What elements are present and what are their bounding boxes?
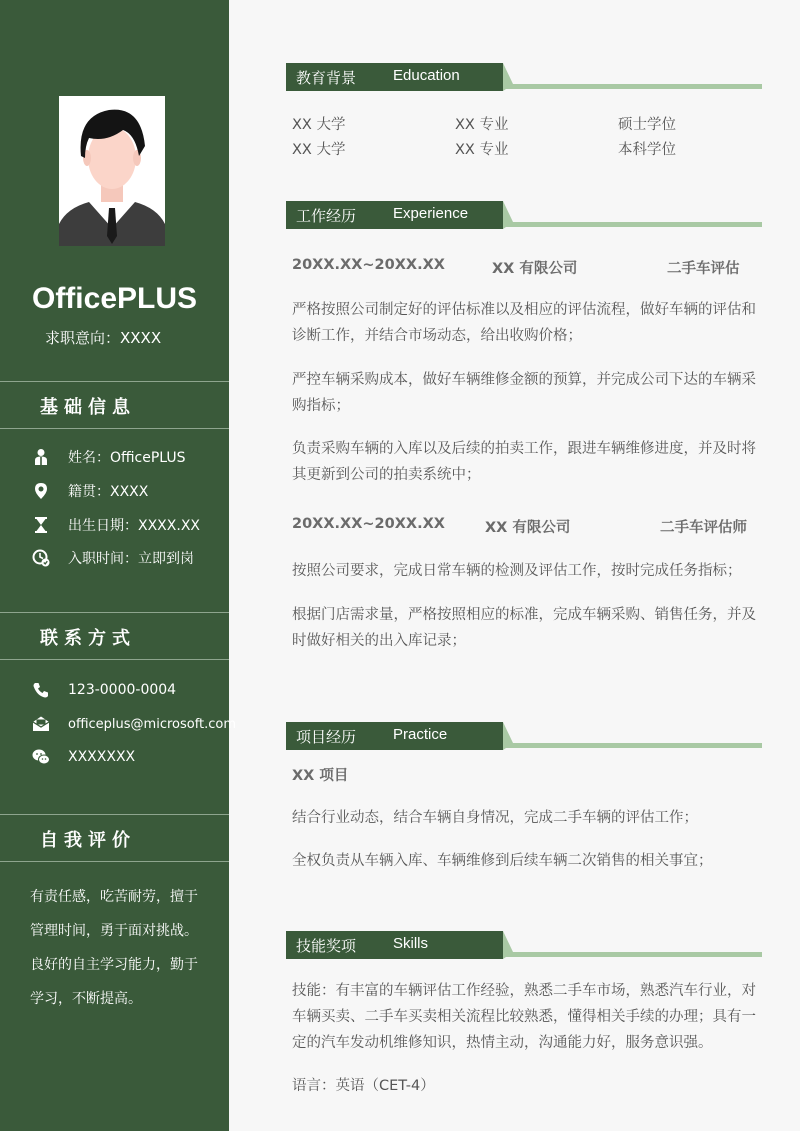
job2-company: XX 有限公司 [485,520,571,536]
contact-phone-text: 123-0000-0004 [68,682,177,698]
self-eval-header [0,814,229,862]
skills-title-en: Skills [393,935,429,952]
clock-icon [30,547,52,569]
profile-photo [59,96,165,246]
job2-point-2: 根据门店需求量，严格按照相应的标准，完成车辆采购、销售任务，并及时做好相关的出入库记录； [292,607,756,649]
edu-school-2: XX 大学 [292,142,346,158]
experience-header [286,201,762,231]
education-title-en: Education [393,67,460,84]
job1-role: 二手车评估 [667,261,740,277]
education-title: 教育背景 [296,69,357,87]
basic-info-title: 基础信息 [40,397,136,418]
skills-header [286,931,762,961]
mail-icon [30,713,52,735]
location-pin-icon [30,480,52,502]
contact-row-email [30,712,236,736]
project-name: XX 项目 [292,768,349,784]
hourglass-icon [30,514,52,536]
practice-title: 项目经历 [296,728,357,746]
info-birth-text: 出生日期：XXXX.XX [68,518,200,534]
self-eval-text: 有责任感，吃苦耐劳，擅于管理时间，勇于面对挑战。良好的自主学习能力，勤于学习，不断提高。 [30,889,198,1007]
self-eval-title: 自我评价 [40,830,136,851]
practice-point-1: 结合行业动态，结合车辆自身情况，完成二手车辆的评估工作； [292,810,698,826]
skills-text: 技能：有丰富的车辆评估工作经验，熟悉二手车市场，熟悉汽车行业，对车辆买卖、二手车买卖相关流程比较熟悉，懂得相关手续的办理；具有一定的汽车发动机维修知识，热情主动，沟通能力好，服务意识强。 [292,983,756,1051]
contact-title: 联系方式 [40,628,136,649]
edu-major-1: XX 专业 [455,117,509,133]
practice-title-en: Practice [393,726,448,743]
phone-icon [30,679,52,701]
practice-point-2: 全权负责从车辆入库、车辆维修到后续车辆二次销售的相关事宜； [292,853,713,869]
edu-degree-1: 硕士学位 [618,117,676,133]
job2-role: 二手车评估师 [660,520,747,536]
wechat-icon [30,746,52,768]
skills-title: 技能奖项 [296,937,357,955]
contact-email-text: officeplus@microsoft.com [68,716,237,732]
contact-row-phone [30,678,176,702]
job1-point-1: 严格按照公司制定好的评估标准以及相应的评估流程，做好车辆的评估和诊断工作，并结合市场动态，给出收购价格； [292,302,756,344]
edu-degree-2: 本科学位 [618,142,676,158]
sidebar [0,0,237,1131]
job-intent: 求职意向：XXXX [45,329,162,347]
contact-row-wechat [30,745,135,769]
edu-school-1: XX 大学 [292,117,346,133]
project-name-clip [292,766,492,784]
job2-period: 20XX.XX~20XX.XX [292,516,445,532]
job2-point-1: 按照公司要求，完成日常车辆的检测及评估工作，按时完成任务指标； [292,563,742,579]
edu-major-2: XX 专业 [455,142,509,158]
language-text: 语言：英语（CET-4） [292,1078,435,1094]
info-row-start [30,546,194,570]
info-row-birth [30,513,200,537]
contact-header [0,612,229,660]
contact-wechat-text: XXXXXXX [68,749,136,765]
job1-company: XX 有限公司 [492,261,578,277]
job1-point-3: 负责采购车辆的入库以及后续的拍卖工作，跟进车辆维修进度，并及时将其更新到公司的拍卖系统中； [292,441,756,483]
experience-title: 工作经历 [296,207,357,225]
info-row-hometown [30,479,148,503]
education-header [286,63,762,93]
job1-period: 20XX.XX~20XX.XX [292,257,445,273]
practice-header [286,722,762,752]
experience-title-en: Experience [393,205,469,222]
person-icon [30,446,52,468]
info-name-text: 姓名：OfficePLUS [68,450,186,466]
candidate-name: OfficePLUS [31,282,198,315]
job1-point-2: 严控车辆采购成本，做好车辆维修金额的预算，并完成公司下达的车辆采购指标； [292,372,756,414]
info-hometown-text: 籍贯：XXXX [68,484,149,500]
info-row-name [30,445,186,469]
basic-info-header [0,381,229,429]
info-start-text: 入职时间：立即到岗 [68,551,194,567]
